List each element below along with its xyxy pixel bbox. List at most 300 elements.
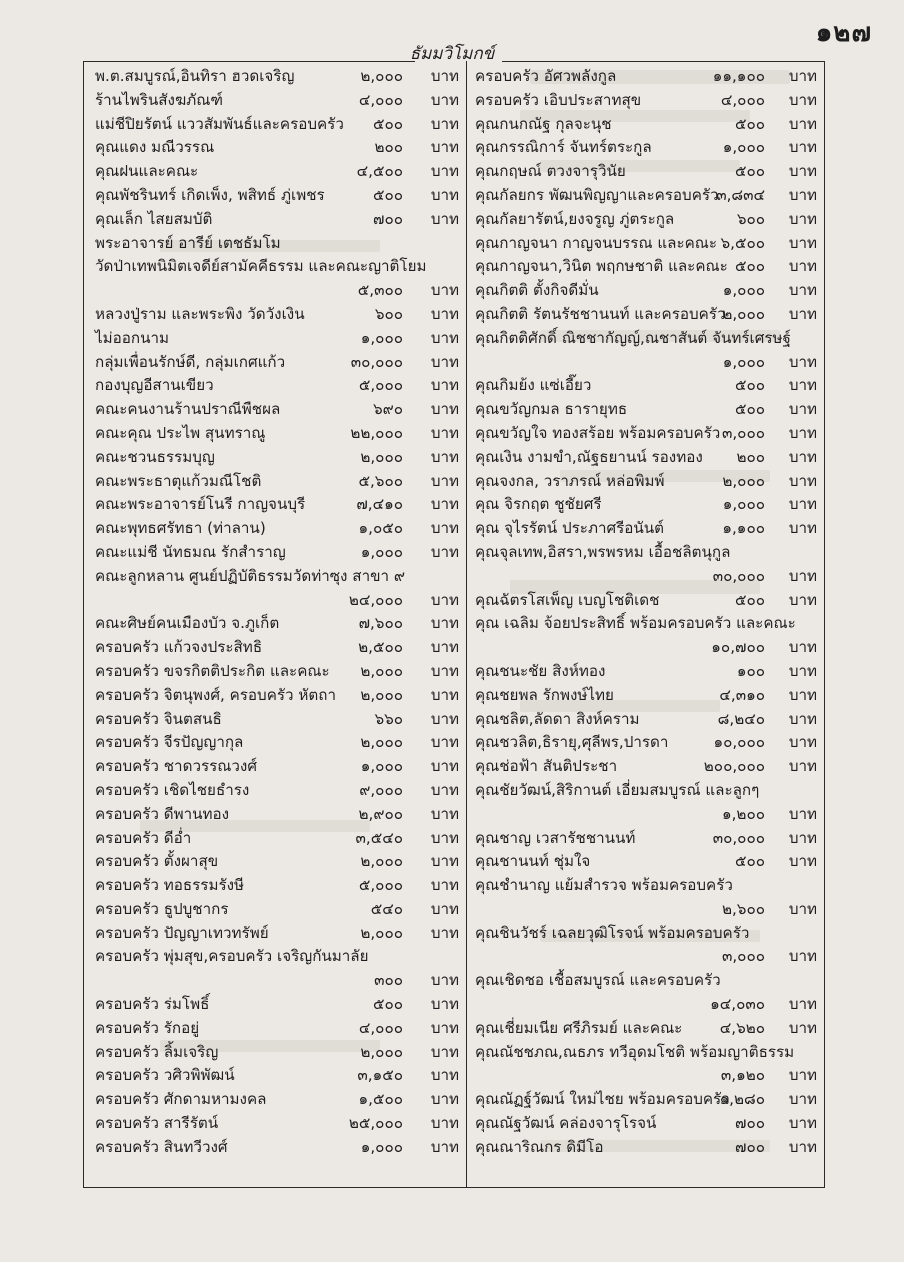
donation-amount: ๑๐,๐๐๐ [713, 733, 765, 752]
donation-row [475, 683, 817, 707]
donation-amount: ๔,๓๑๐ [719, 685, 765, 704]
donation-row [475, 183, 817, 207]
donation-amount: ๖๐๐ [736, 209, 765, 228]
donation-row [95, 350, 459, 374]
donation-amount: ๖,๕๐๐ [720, 233, 765, 252]
donation-row [95, 1087, 459, 1111]
donor-name: หลวงปู่ราม และพระพิง วัดวังเงิน [95, 304, 305, 323]
donation-amount: ๓,๕๔๐ [355, 828, 403, 847]
currency-unit: บาท [430, 542, 459, 561]
currency-unit: บาท [430, 281, 459, 300]
donation-row [475, 944, 817, 968]
currency-unit: บาท [430, 352, 459, 371]
currency-unit: บาท [430, 614, 459, 633]
donation-amount: ๕,๐๐๐ [358, 876, 403, 895]
donor-name: คุณชาญ เวสารัชชานนท์ [475, 828, 636, 847]
donor-name: ครอบครัว ร่มโพธิ์ [95, 995, 210, 1014]
donation-amount: ๑๐,๗๐๐ [711, 638, 765, 657]
currency-unit: บาท [430, 709, 459, 728]
donor-name: ครอบครัว ธูปบูชากร [95, 899, 229, 918]
donation-amount: ๑,๐๐๐ [360, 1137, 403, 1156]
donor-name: ครอบครัว จินตสนธิ [95, 709, 222, 728]
currency-unit: บาท [788, 376, 817, 395]
donor-name: ครอบครัว วศิวพิพัฒน์ [95, 1066, 235, 1085]
currency-unit: บาท [788, 400, 817, 419]
donor-name: ครอบครัว ดีอ่ำ [95, 828, 192, 847]
donor-name: คุณณัฐวัฒน์ คล่องจารุโรจน์ [475, 1114, 657, 1133]
donation-row [95, 873, 459, 897]
donation-row [95, 1063, 459, 1087]
donation-amount: ๒,๐๐๐ [360, 733, 403, 752]
donation-amount: ๒,๐๐๐ [360, 852, 403, 871]
donation-amount: ๒,๐๐๐ [360, 447, 403, 466]
donation-amount: ๕๐๐ [734, 400, 765, 419]
currency-unit: บาท [788, 233, 817, 252]
donation-row [95, 516, 459, 540]
donor-name: ครอบครัว ปัญญาเทวทรัพย์ [95, 923, 269, 942]
currency-unit: บาท [430, 757, 459, 776]
donation-row [475, 540, 817, 564]
donation-amount: ๓,๐๐๐ [721, 947, 765, 966]
donor-name: คุณเชิดชอ เชื้อสมบูรณ์ และครอบครัว [475, 971, 721, 990]
donor-name: คุณเชี่ยมเนีย ศรีภิรมย์ และคณะ [475, 1018, 683, 1037]
donation-row [475, 302, 817, 326]
donation-amount: ๕๐๐ [734, 376, 765, 395]
donation-amount: ๓๐,๐๐๐ [712, 566, 765, 585]
donation-row [475, 659, 817, 683]
currency-unit: บาท [430, 376, 459, 395]
donation-row [95, 302, 459, 326]
donation-row [95, 1016, 459, 1040]
donation-row [475, 611, 817, 635]
donation-row [475, 849, 817, 873]
donor-name: คุณช่อฟ้า สันติประชา [475, 757, 618, 776]
currency-unit: บาท [788, 304, 817, 323]
currency-unit: บาท [788, 138, 817, 157]
donation-row [475, 1040, 817, 1064]
donation-amount: ๖๐๐ [374, 304, 403, 323]
donor-name: คุณฉัตรโสเพ็ญ เบญโชติเดช [475, 590, 660, 609]
donation-row [95, 611, 459, 635]
donor-name: ครอบครัว พุ่มสุข,ครอบครัว เจริญกันมาลัย [95, 947, 369, 966]
donor-name: คณะคุณ ประไพ สุนทราณู [95, 423, 266, 442]
currency-unit: บาท [430, 423, 459, 442]
donation-amount: ๗๐๐ [373, 209, 403, 228]
donation-row [95, 278, 459, 302]
donation-row [475, 802, 817, 826]
currency-unit: บาท [788, 471, 817, 490]
donation-row [95, 730, 459, 754]
currency-unit: บาท [430, 209, 459, 228]
donation-row [95, 326, 459, 350]
donation-row [475, 516, 817, 540]
donor-name: คุณชวลิต,ธิรายุ,ศุลีพร,ปารดา [475, 733, 669, 752]
currency-unit: บาท [788, 899, 817, 918]
donation-row [475, 897, 817, 921]
donor-name: ครอบครัว รักอยู่ [95, 1018, 200, 1037]
donor-name: คุณเล็ก ไสยสมบัติ [95, 209, 213, 228]
donation-amount: ๓,๘๓๔ [716, 185, 765, 204]
donation-amount: ๒,๖๐๐ [721, 899, 765, 918]
currency-unit: บาท [788, 495, 817, 514]
currency-unit: บาท [430, 400, 459, 419]
currency-unit: บาท [430, 995, 459, 1014]
donation-row [475, 564, 817, 588]
donation-row [475, 373, 817, 397]
donation-amount: ๗,๔๑๐ [356, 495, 403, 514]
header-title: ธัมมวิโมกข์ [409, 44, 495, 64]
donation-row [95, 1111, 459, 1135]
currency-unit: บาท [788, 114, 817, 133]
donation-row [475, 135, 817, 159]
currency-unit: บาท [788, 1066, 817, 1085]
donation-row [475, 254, 817, 278]
donation-row [475, 754, 817, 778]
donor-name: คณะลูกหลาน ศูนย์ปฏิบัติธรรมวัดท่าซุง สาขา ๙ [95, 566, 405, 585]
currency-unit: บาท [430, 590, 459, 609]
donor-name: ครอบครัว ลิ้มเจริญ [95, 1042, 219, 1061]
donation-row [95, 1040, 459, 1064]
donor-name: คุณกฤษณ์ ตวงจารุวินัย [475, 162, 626, 181]
donation-amount: ๕๐๐ [372, 114, 403, 133]
donation-row [475, 778, 817, 802]
donation-amount: ๓,๑๕๐ [357, 1066, 403, 1085]
donation-amount: ๒๔,๐๐๐ [348, 590, 403, 609]
donation-row [95, 469, 459, 493]
donor-name: ครอบครัว จิตนุพงศ์, ครอบครัว หัตถา [95, 685, 336, 704]
donor-name: ครอบครัว สินทวีวงศ์ [95, 1137, 228, 1156]
donor-name: คุณ จุไรรัตน์ ประภาศรีอนันต์ [475, 519, 665, 538]
donor-name: คณะพระธาตุแก้วมณีโชติ [95, 471, 262, 490]
donation-amount: ๒๒,๐๐๐ [350, 423, 403, 442]
currency-unit: บาท [430, 804, 459, 823]
donation-amount: ๒,๐๐๐ [360, 67, 403, 85]
donation-amount: ๓๐๐ [374, 971, 403, 990]
donor-name: คุณแดง มณีวรรณ [95, 138, 215, 157]
donation-row [475, 921, 817, 945]
donation-row [95, 183, 459, 207]
donation-amount: ๑,๐๕๐ [358, 519, 403, 538]
currency-unit: บาท [788, 995, 817, 1014]
donation-amount: ๒,๐๐๐ [360, 923, 403, 942]
donor-name: คุณขวัญใจ ทองสร้อย พร้อมครอบครัว [475, 423, 721, 442]
donation-row [475, 635, 817, 659]
donor-name: คณะพระอาจารย์โนรี กาญจนบุรี [95, 495, 306, 514]
donation-amount: ๒,๐๐๐ [360, 685, 403, 704]
donation-row [95, 207, 459, 231]
donor-name: คุณ จิรกฤต ชูชัยศรี [475, 495, 602, 514]
donation-amount: ๖๖๐ [374, 709, 403, 728]
donation-amount: ๕๐๐ [734, 114, 765, 133]
donation-row [95, 944, 459, 968]
donor-name: ไม่ออกนาม [95, 328, 170, 347]
donation-amount: ๓๐,๐๐๐ [712, 828, 765, 847]
currency-unit: บาท [788, 67, 817, 85]
donor-name: พ.ต.สมบูรณ์,อินทิรา ฮวดเจริญ [95, 67, 295, 85]
currency-unit: บาท [430, 1137, 459, 1156]
donor-name: ร้านไพรินสังฆภัณฑ์ [95, 90, 223, 109]
currency-unit: บาท [788, 685, 817, 704]
currency-unit: บาท [430, 1066, 459, 1085]
donation-row [475, 469, 817, 493]
page-number: ๑๒๗ [815, 18, 872, 48]
donation-row [95, 992, 459, 1016]
currency-unit: บาท [788, 281, 817, 300]
currency-unit: บาท [788, 90, 817, 109]
donor-name: คุณกาญจนา,วินิต พฤกษชาติ และคณะ [475, 257, 728, 276]
donor-name: แม่ชีปิยรัตน์ แววสัมพันธ์และครอบครัว [95, 114, 344, 133]
donor-name: ครอบครัว ทอธรรมรังษี [95, 876, 245, 895]
donor-name: คุณพัชรินทร์ เกิดเพ็ง, พสิทธ์ ภู่เพชร [95, 185, 325, 204]
currency-unit: บาท [788, 352, 817, 371]
currency-unit: บาท [430, 162, 459, 181]
donor-name: คุณกิตติ รัตนรัชชานนท์ และครอบครัว [475, 304, 726, 323]
donation-row [95, 897, 459, 921]
donor-name: คุณขวัญกมล ธารายุทธ [475, 400, 628, 419]
donation-row [95, 659, 459, 683]
currency-unit: บาท [430, 733, 459, 752]
donor-name: คุณ เฉลิม จ้อยประสิทธิ์ พร้อมครอบครัว และคณะ [475, 614, 796, 633]
currency-unit: บาท [788, 185, 817, 204]
currency-unit: บาท [788, 1090, 817, 1109]
donor-list-right [475, 64, 817, 1159]
currency-unit: บาท [788, 852, 817, 871]
donation-amount: ๒๐๐ [736, 447, 765, 466]
donation-amount: ๕๔๐ [370, 899, 403, 918]
column-divider [466, 61, 467, 1187]
currency-unit: บาท [430, 185, 459, 204]
donor-name: คุณชัยวัฒน์,สิริกานต์ เอี่ยมสมบูรณ์ และลูกๆ [475, 780, 760, 799]
donation-row [475, 873, 817, 897]
donation-amount: ๒,๕๐๐ [358, 638, 403, 657]
donor-name: คุณกาญจนา กาญจนบรรณ และคณะ [475, 233, 718, 252]
currency-unit: บาท [430, 1114, 459, 1133]
donor-name: คุณณาริณกร ดิมีโอ [475, 1137, 604, 1156]
donor-name: คุณณัชชภณ,ณธภร ทวีอุดมโชติ พร้อมญาติธรรม [475, 1042, 795, 1061]
donation-row [475, 278, 817, 302]
currency-unit: บาท [430, 138, 459, 157]
donation-row [95, 254, 459, 278]
currency-unit: บาท [430, 304, 459, 323]
donation-row [95, 159, 459, 183]
currency-unit: บาท [788, 638, 817, 657]
donation-row [475, 64, 817, 88]
donor-name: คุณกัลยารัตน์,ยงจรูญ ภู่ตระกูล [475, 209, 675, 228]
donor-name: คุณณัฏฐ์วัฒน์ ใหม่ไชย พร้อมครอบครัว [475, 1090, 730, 1109]
donation-row [475, 88, 817, 112]
currency-unit: บาท [430, 67, 459, 85]
donation-row [475, 1016, 817, 1040]
donation-amount: ๑,๑๐๐ [722, 519, 765, 538]
donation-row [475, 730, 817, 754]
currency-unit: บาท [430, 1018, 459, 1037]
donation-amount: ๑,๐๐๐ [722, 352, 765, 371]
donation-row [475, 707, 817, 731]
currency-unit: บาท [788, 1137, 817, 1156]
donor-name: คุณกรรณิการ์ จันทร์ตระกูล [475, 138, 652, 157]
donation-row [95, 968, 459, 992]
donor-name: ครอบครัว ขจรกิตติประกิต และคณะ [95, 661, 330, 680]
donation-amount: ๔,๐๐๐ [720, 90, 765, 109]
donor-name: คณะศิษย์คนเมืองบัว จ.ภูเก็ต [95, 614, 280, 633]
donation-row [475, 826, 817, 850]
currency-unit: บาท [430, 447, 459, 466]
donor-name: คุณชานนท์ ชุ่มใจ [475, 852, 591, 871]
donation-row [95, 64, 459, 88]
donor-name: คุณกนกณัฐ กุลจะนุช [475, 114, 612, 133]
currency-unit: บาท [788, 519, 817, 538]
donor-name: คณะพุทธศรัทธา (ท่าลาน) [95, 519, 266, 538]
donation-amount: ๕๐๐ [734, 162, 765, 181]
donation-row [475, 1135, 817, 1159]
donation-amount: ๕,๖๐๐ [358, 471, 403, 490]
donor-name: ครอบครัว เอิบประสาทสุข [475, 90, 642, 109]
donor-name: วัดป่าเทพนิมิตเจดีย์สามัคคีธรรม และคณะญาติโยม [95, 257, 427, 276]
donor-name: คุณเงิน งามขำ,ณัฐธยานน์ รองทอง [475, 447, 703, 466]
donation-amount: ๑,๐๐๐ [722, 281, 765, 300]
donation-row [475, 421, 817, 445]
donor-name: ครอบครัว สารีรัตน์ [95, 1114, 219, 1133]
donor-name: กองบุญอีสานเขียว [95, 376, 214, 395]
currency-unit: บาท [788, 709, 817, 728]
donation-amount: ๗๐๐ [735, 1137, 765, 1156]
donation-amount: ๕,๓๐๐ [357, 281, 403, 300]
donation-amount: ๑,๒๐๐ [721, 804, 765, 823]
donation-amount: ๑๐๐ [736, 661, 765, 680]
donation-row [95, 397, 459, 421]
donation-row [95, 849, 459, 873]
donation-amount: ๒,๐๐๐ [360, 1042, 403, 1061]
donation-amount: ๒,๐๐๐ [722, 304, 765, 323]
donor-name: พระอาจารย์ อารีย์ เตชธัมโม [95, 233, 281, 252]
currency-unit: บาท [788, 209, 817, 228]
donation-row [95, 540, 459, 564]
donation-row [95, 135, 459, 159]
currency-unit: บาท [430, 519, 459, 538]
donation-row [95, 826, 459, 850]
donation-amount: ๑,๐๐๐ [360, 757, 403, 776]
donor-name: คุณกัลยกร พัฒนพิญญาและครอบครัว [475, 185, 719, 204]
donor-name: คณะคนงานร้านปราณีพืชผล [95, 400, 281, 419]
currency-unit: บาท [788, 162, 817, 181]
donation-amount: ๒,๙๐๐ [358, 804, 403, 823]
donor-name: ครอบครัว อัศวพลังกูล [475, 67, 617, 85]
donation-amount: ๑,๐๐๐ [722, 495, 765, 514]
donation-amount: ๔,๐๐๐ [358, 1018, 403, 1037]
donation-row [475, 159, 817, 183]
donor-list-left [95, 64, 459, 1159]
currency-unit: บาท [430, 876, 459, 895]
donation-amount: ๕๐๐ [372, 185, 403, 204]
donation-row [475, 492, 817, 516]
donation-amount: ๙,๐๐๐ [359, 780, 403, 799]
donor-name: คุณฝนและคณะ [95, 162, 199, 181]
donor-name: คุณจุลเทพ,อิสรา,พรพรหม เอื้อชลิตนุกูล [475, 542, 731, 561]
donation-amount: ๑๑,๑๐๐ [712, 67, 765, 85]
donation-amount: ๔,๕๐๐ [356, 162, 403, 181]
currency-unit: บาท [430, 114, 459, 133]
donation-row [95, 492, 459, 516]
donation-amount: ๓,๐๐๐ [721, 423, 765, 442]
donor-name: คุณชินวัชร์ เฉลยวุฒิโรจน์ พร้อมครอบครัว [475, 923, 750, 942]
currency-unit: บาท [430, 852, 459, 871]
donation-row [475, 1087, 817, 1111]
currency-unit: บาท [788, 828, 817, 847]
donation-row [95, 754, 459, 778]
currency-unit: บาท [788, 566, 817, 585]
donation-amount: ๑,๕๐๐ [358, 1090, 403, 1109]
currency-unit: บาท [430, 90, 459, 109]
donation-row [475, 445, 817, 469]
donation-row [95, 921, 459, 945]
currency-unit: บาท [430, 1090, 459, 1109]
donor-name: ครอบครัว ดีพานทอง [95, 804, 230, 823]
donation-amount: ๗,๖๐๐ [358, 614, 403, 633]
currency-unit: บาท [788, 590, 817, 609]
currency-unit: บาท [788, 661, 817, 680]
donation-row [95, 802, 459, 826]
currency-unit: บาท [430, 923, 459, 942]
currency-unit: บาท [430, 780, 459, 799]
currency-unit: บาท [788, 423, 817, 442]
currency-unit: บาท [788, 757, 817, 776]
donor-name: คุณกิตติศักดิ์ ณิชชากัญญ์,ณชาสันต์ จันทร์เศรษฐ์ [475, 328, 791, 347]
donation-amount: ๖๙๐ [372, 400, 403, 419]
donation-amount: ๑,๐๐๐ [360, 328, 403, 347]
donor-name: คุณชนะชัย สิงห์ทอง [475, 661, 606, 680]
donor-name: คุณกิตติ ตั้งกิจดีมั่น [475, 281, 599, 300]
donation-row [95, 683, 459, 707]
donation-amount: ๔,๐๐๐ [358, 90, 403, 109]
donor-name: คุณจงกล, วราภรณ์ หล่อพิมพ์ [475, 471, 665, 490]
donation-row [95, 231, 459, 255]
currency-unit: บาท [430, 661, 459, 680]
donor-name: กลุ่มเพื่อนรักษ์ดี, กลุ่มเกศแก้ว [95, 352, 286, 371]
donation-row [475, 397, 817, 421]
donation-amount: ๕,๐๐๐ [358, 376, 403, 395]
donation-amount: ๓,๑๒๐ [720, 1066, 765, 1085]
donation-row [95, 421, 459, 445]
donation-row [95, 778, 459, 802]
donation-amount: ๕๐๐ [734, 590, 765, 609]
donation-amount: ๑,๐๐๐ [722, 138, 765, 157]
donation-row [475, 350, 817, 374]
donation-row [475, 207, 817, 231]
donor-name: คณะแม่ชี นัทธมณ รักสำราญ [95, 542, 286, 561]
donation-amount: ๒,๐๐๐ [360, 661, 403, 680]
donation-amount: ๓๐,๐๐๐ [350, 352, 403, 371]
currency-unit: บาท [788, 804, 817, 823]
donation-row [475, 992, 817, 1016]
donation-row [95, 1135, 459, 1159]
currency-unit: บาท [788, 733, 817, 752]
currency-unit: บาท [788, 1114, 817, 1133]
donor-name: ครอบครัว ชาดวรรณวงศ์ [95, 757, 257, 776]
donor-name: ครอบครัว แก้วจงประสิทธิ [95, 638, 263, 657]
donation-amount: ๘,๒๔๐ [717, 709, 765, 728]
donation-row [95, 564, 459, 588]
donor-name: คุณกิมย้ง แซ่เอี๊ยว [475, 376, 592, 395]
currency-unit: บาท [430, 638, 459, 657]
donation-row [475, 968, 817, 992]
donation-row [475, 112, 817, 136]
donation-row [475, 588, 817, 612]
currency-unit: บาท [788, 447, 817, 466]
currency-unit: บาท [430, 685, 459, 704]
currency-unit: บาท [430, 828, 459, 847]
donation-amount: ๒๐๐,๐๐๐ [703, 757, 765, 776]
donor-name: ครอบครัว ตั้งผาสุข [95, 852, 219, 871]
